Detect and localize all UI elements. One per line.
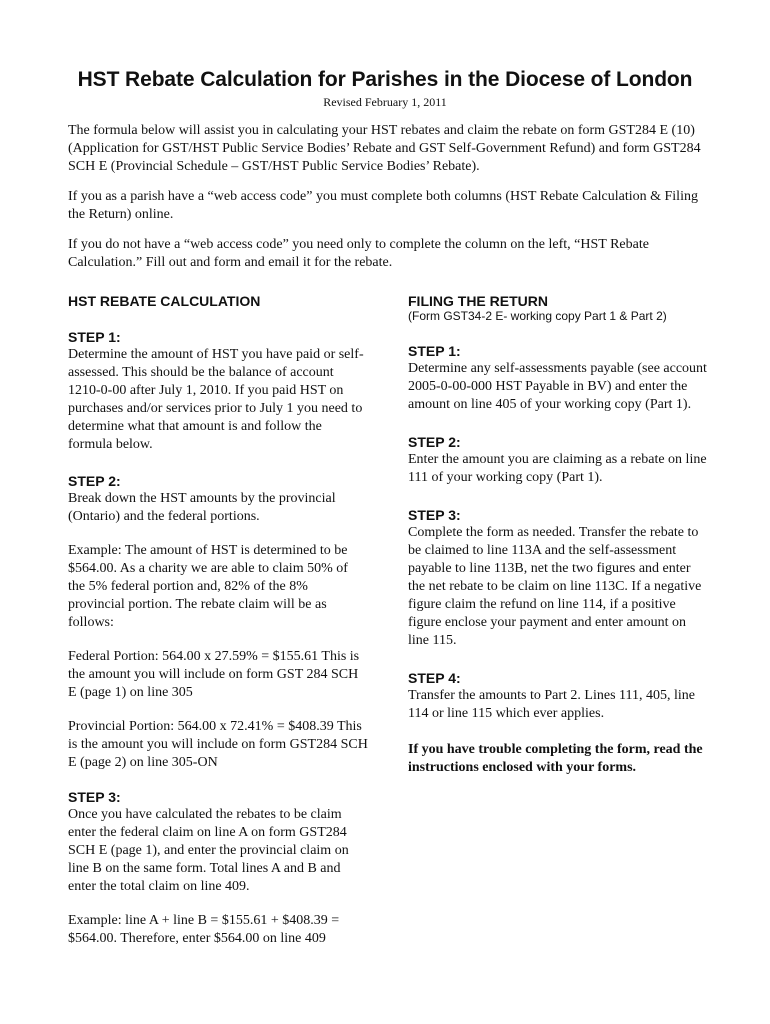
step-text: Determine the amount of HST you have paid or self-assessed. This should be the balance of account 1210-0-00 after July 1, 2010. If you paid HST on purchases and/or services prior to July 1 you need to determine what that amount is and follow the formula below.	[68, 347, 364, 452]
step-text: Complete the form as needed. Transfer the rebate to be claimed to line 113A and the self-assessment payable to line 113B, net the two figures and enter the net rebate to be claim on line 113C. If a negative figure claim the refund on line 114, if a positive figure enclose your payment and enter amount on line 115.	[408, 525, 702, 648]
step-label: STEP 3:	[68, 789, 121, 805]
step-text: Break down the HST amounts by the provincial (Ontario) and the federal portions.	[68, 491, 336, 524]
trouble-note: If you have trouble completing the form, read the instructions enclosed with your forms.	[408, 742, 703, 775]
page-title: HST Rebate Calculation for Parishes in the Diocese of London	[77, 68, 693, 91]
revised-date: Revised February 1, 2011	[323, 95, 447, 109]
left-step-2	[68, 473, 368, 772]
intro-paragraph: The formula below will assist you in calculating your HST rebates and claim the rebate on form GST284 E (10) (Application for GST/HST Public Service Bodies’ Rebate and GST Self-Government Refund) and form GST284 SCH E (Provincial Schedule – GST/HST Public Service Bodies’ Rebate).	[68, 123, 701, 174]
step-label: STEP 3:	[408, 507, 461, 523]
intro-paragraph: If you do not have a “web access code” you need only to complete the column on the left, “HST Rebate Calculation.” Fill out and form and email it for the rebate.	[68, 237, 649, 270]
right-column-heading: FILING THE RETURN	[408, 293, 548, 309]
step-label: STEP 1:	[68, 329, 121, 345]
step-text: Enter the amount you are claiming as a rebate on line 111 of your working copy (Part 1).	[408, 452, 707, 485]
intro-section	[68, 122, 708, 284]
left-step-1	[68, 329, 368, 454]
step-text: Determine any self-assessments payable (see account 2005-0-00-000 HST Payable in BV) and enter the amount on line 405 of your working copy (Part 1).	[408, 361, 707, 412]
right-step-2	[408, 434, 708, 487]
federal-portion-text: Federal Portion: 564.00 x 27.59% = $155.61 This is the amount you will include on form GST 284 SCH E (page 1) on line 305	[68, 649, 360, 700]
right-column-subheading: (Form GST34-2 E- working copy Part 1 & Part 2)	[408, 309, 667, 323]
left-step-3	[68, 789, 368, 948]
step-text: Transfer the amounts to Part 2. Lines 111, 405, line 114 or line 115 which ever applies.	[408, 688, 695, 721]
step-text: Once you have calculated the rebates to be claim enter the federal claim on line A on form GST284 SCH E (page 1), and enter the provincial claim on line B on the same form. Total lines A and B and enter the total claim on line 409.	[68, 807, 349, 894]
right-step-1	[408, 343, 708, 414]
step-label: STEP 2:	[68, 473, 121, 489]
provincial-portion-text: Provincial Portion: 564.00 x 72.41% = $408.39 This is the amount you will include on form GST284 SCH E (page 2) on line 305-ON	[68, 719, 368, 770]
step-label: STEP 2:	[408, 434, 461, 450]
example-text: Example: The amount of HST is determined to be $564.00. As a charity we are able to claim 50% of the 5% federal portion and, 82% of the 8% provincial portion. The rebate claim will be as follows:	[68, 543, 348, 630]
step-label: STEP 1:	[408, 343, 461, 359]
filing-the-return-column	[408, 293, 708, 777]
right-step-3	[408, 507, 708, 650]
example-text: Example: line A + line B = $155.61 + $408.39 = $564.00. Therefore, enter $564.00 on line 409	[68, 913, 340, 946]
step-label: STEP 4:	[408, 670, 461, 686]
intro-paragraph: If you as a parish have a “web access code” you must complete both columns (HST Rebate Calculation & Filing the Return) online.	[68, 189, 698, 222]
hst-rebate-calculation-column	[68, 293, 368, 948]
left-column-heading: HST REBATE CALCULATION	[68, 293, 261, 309]
right-step-4	[408, 670, 708, 723]
